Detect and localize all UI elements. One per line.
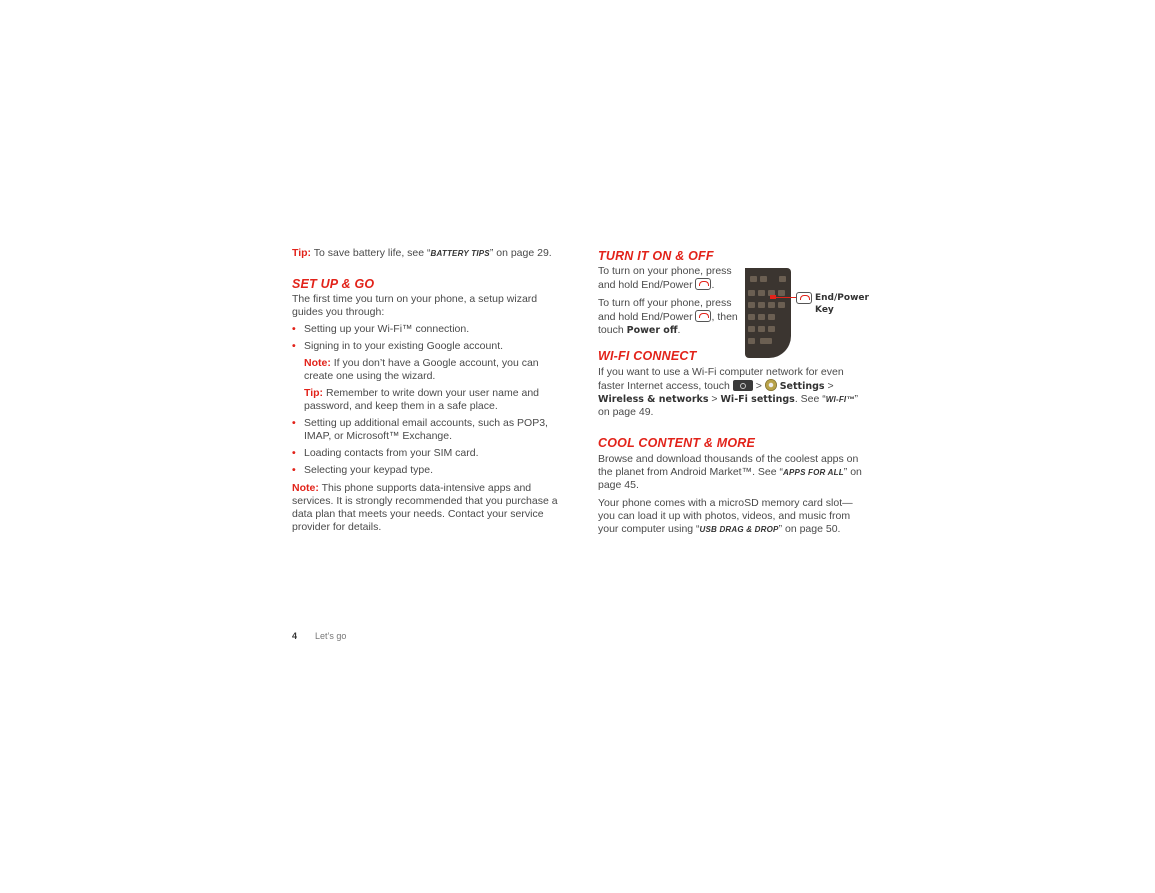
page-number: 4 (292, 631, 298, 641)
turn-off-text: To turn off your phone, press and hold End/Power , then touch Power off. (598, 297, 738, 336)
wifi-heading: WI-FI CONNECT (598, 349, 697, 363)
wifi-text: If you want to use a Wi-Fi computer network for even faster Internet access, touch > Settings > Wireless & networks > Wi-Fi settings. See “WI-FI™” on page 49. (598, 366, 859, 418)
wifi-link[interactable]: WI-FI™ (825, 395, 855, 404)
note-label: Note: (292, 482, 319, 494)
memory-card-text: Your phone comes with a microSD memory card slot—you can load it up with photos, videos, and music from your computer using “USB DRAG & DROP” on page 50. (598, 497, 853, 535)
cool-content-heading: COOL CONTENT & MORE (598, 436, 756, 450)
tip-label: Tip: (292, 247, 312, 259)
phone-image (745, 268, 791, 358)
data-plan-note: Note: This phone supports data-intensive apps and services. It is strongly recommended that you purchase a data plan that meets your needs. Contact your service provider for details. (292, 482, 558, 533)
setup-intro: The first time you turn on your phone, a setup wizard guides you through: (292, 293, 538, 318)
list-item: • Selecting your keypad type. (292, 464, 560, 477)
turn-on-off-heading: TURN IT ON & OFF (598, 249, 714, 263)
apps-for-all-link[interactable]: APPS FOR ALL (783, 468, 844, 477)
end-power-key-label: End/Power Key (815, 293, 869, 315)
setup-list-1 (292, 323, 560, 353)
page-footer (292, 630, 346, 643)
battery-tip: Tip: To save battery life, see “BATTERY TIPS” on page 29. (292, 247, 552, 259)
left-column (292, 247, 560, 534)
setup-heading: SET UP & GO (292, 277, 375, 291)
tip-label: Tip: (304, 387, 324, 399)
cool-content-text: Browse and download thousands of the coolest apps on the planet from Android Market™. See “APPS FOR ALL” on page 45. (598, 453, 862, 491)
settings-icon (765, 379, 777, 391)
list-item: • Signing in to your existing Google account. (292, 340, 560, 353)
callout-line (773, 297, 796, 298)
google-note: Note: If you don’t have a Google account, you can create one using the wizard. (304, 357, 539, 382)
end-power-key-icon (796, 292, 812, 304)
list-item: • Setting up your Wi-Fi™ connection. (292, 323, 560, 336)
list-item: • Loading contacts from your SIM card. (292, 447, 560, 460)
note-label: Note: (304, 357, 331, 369)
end-power-key-icon (695, 310, 711, 322)
usb-drag-drop-link[interactable]: USB DRAG & DROP (699, 525, 779, 534)
section-name: Let’s go (315, 631, 347, 641)
turn-on-text: To turn on your phone, press and hold End/Power . (598, 265, 732, 291)
setup-list-2 (292, 417, 560, 477)
password-tip: Tip: Remember to write down your user name and password, and keep them in a safe place. (304, 387, 539, 412)
menu-key-icon (733, 380, 753, 391)
list-item: • Setting up additional email accounts, such as POP3, IMAP, or Microsoft™ Exchange. (292, 417, 560, 443)
battery-tips-link[interactable]: BATTERY TIPS (430, 249, 490, 258)
end-power-key-icon (695, 278, 711, 290)
